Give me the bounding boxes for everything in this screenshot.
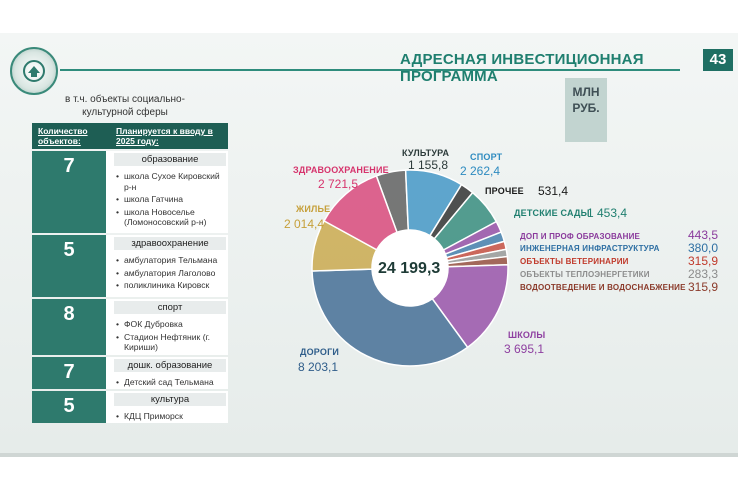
group-category: дошк. образование <box>114 359 226 372</box>
list-item: • поликлиника Кировск <box>116 280 228 291</box>
value-veterinary: 315,9 <box>688 254 719 268</box>
bottom-divider <box>0 453 738 457</box>
group-category: культура <box>114 393 226 406</box>
list-item: • школа Гатчина <box>116 194 228 205</box>
planned-column-header: Планируется к вводу в 2025 году: <box>116 126 213 146</box>
list-item: • школа Сухое Кировский р-н <box>116 171 228 192</box>
value-sport: 2 262,4 <box>460 164 501 178</box>
label-engineering: ИНЖЕНЕРНАЯ ИНФРАСТРУКТУРА <box>520 244 660 253</box>
value-schools: 3 695,1 <box>504 342 545 356</box>
chart-total: 24 199,3 <box>378 260 441 277</box>
value-kindergartens: 1 453,4 <box>587 206 628 220</box>
panel-subtitle: в т.ч. объекты социально-культурной сферы <box>65 94 185 118</box>
unit-badge: МЛН РУБ. <box>565 78 607 142</box>
label-roads: ДОРОГИ <box>300 347 340 357</box>
group-category: здравоохранение <box>114 237 226 250</box>
group-count: 5 <box>32 235 106 297</box>
label-healthcare: ЗДРАВООХРАНЕНИЕ <box>293 165 389 175</box>
count-column-header: Количество объектов: <box>38 126 88 146</box>
list-item: • амбулатория Тельмана <box>116 255 228 266</box>
label-schools: ШКОЛЫ <box>508 330 546 340</box>
label-veterinary: ОБЪЕКТЫ ВЕТЕРИНАРИИ <box>520 257 629 266</box>
label-water: ВОДООТВЕДЕНИЕ И ВОДОСНАБЖЕНИЕ <box>520 283 686 292</box>
group-count: 5 <box>32 391 106 423</box>
list-item: • КДЦ Приморск <box>116 411 228 422</box>
value-housing: 2 014,4 <box>284 217 325 231</box>
label-heat-energy: ОБЪЕКТЫ ТЕПЛОЭНЕРГЕТИКИ <box>520 270 650 279</box>
label-sport: СПОРТ <box>470 152 503 162</box>
value-healthcare: 2 721,5 <box>318 177 359 191</box>
page-title: АДРЕСНАЯ ИНВЕСТИЦИОННАЯ ПРОГРАММА <box>400 51 644 85</box>
value-water: 315,9 <box>688 280 719 294</box>
list-item: • амбулатория Лаголово <box>116 268 228 279</box>
group-category: образование <box>114 153 226 166</box>
list-item: • ФОК Дубровка <box>116 319 228 330</box>
group-count: 7 <box>32 357 106 389</box>
group-category: спорт <box>114 301 226 314</box>
label-housing: ЖИЛЬЕ <box>296 204 331 214</box>
value-heat-energy: 283,3 <box>688 267 719 281</box>
list-item: • Стадион Нефтяник (г. Кириши) <box>116 332 228 353</box>
page-number: 43 <box>703 49 733 71</box>
value-roads: 8 203,1 <box>298 360 339 374</box>
label-culture: КУЛЬТУРА <box>402 148 450 158</box>
label-other: ПРОЧЕЕ <box>485 186 524 196</box>
value-engineering: 380,0 <box>688 241 719 255</box>
label-extra-education: ДОП И ПРОФ ОБРАЗОВАНИЕ <box>520 232 641 241</box>
group-count: 7 <box>32 151 106 233</box>
value-culture: 1 155,8 <box>408 158 449 172</box>
label-kindergartens: ДЕТСКИЕ САДЫ <box>514 208 590 218</box>
group-count: 8 <box>32 299 106 355</box>
value-other: 531,4 <box>538 184 569 198</box>
value-extra-education: 443,5 <box>688 228 719 242</box>
list-item: • Детский сад Тельмана <box>116 377 228 388</box>
list-item: • школа Новоселье (Ломоносовский р-н) <box>116 207 228 228</box>
